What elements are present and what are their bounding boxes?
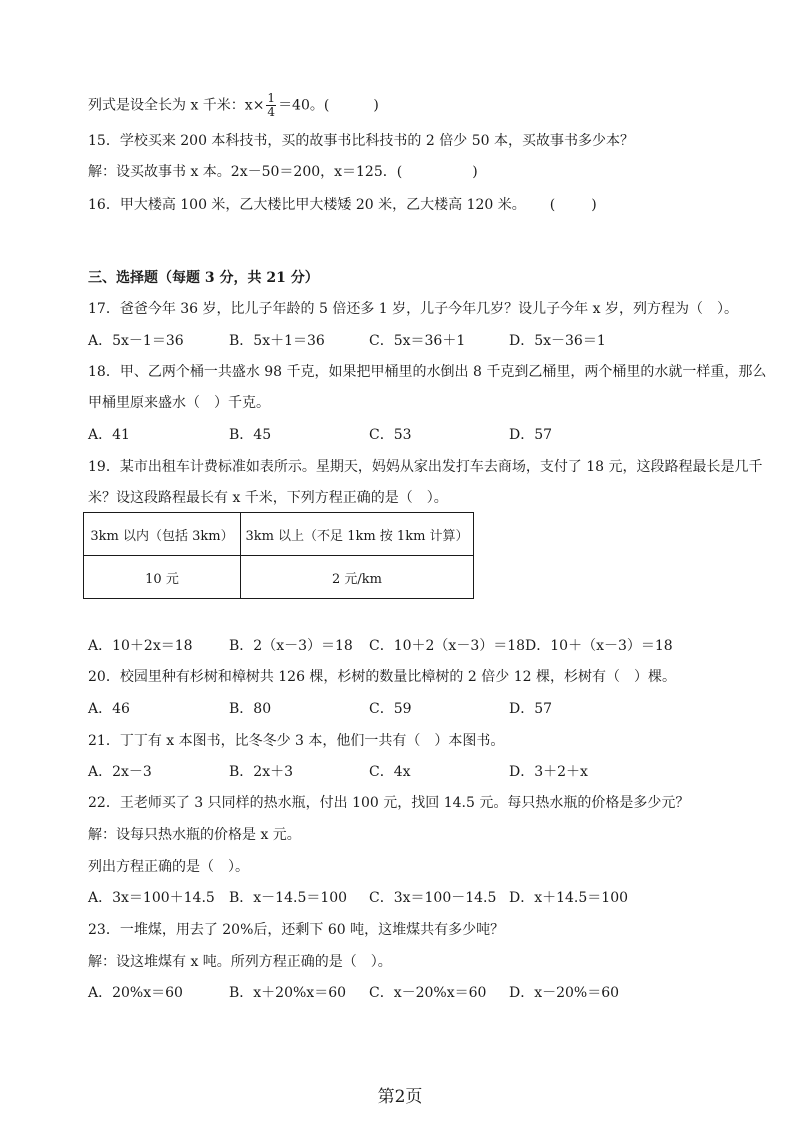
q18-option-b: B．45 xyxy=(229,427,272,443)
q21-option-c: C．4x xyxy=(369,764,411,780)
q18-option-d: D．57 xyxy=(509,427,553,443)
q22-solution: 解：设每只热水瓶的价格是 x 元。 xyxy=(88,827,301,843)
q16-line xyxy=(88,195,597,215)
taxi-fee-table xyxy=(83,512,474,599)
q14-equation-line xyxy=(88,92,379,119)
q23-option-b: B．x＋20%x＝60 xyxy=(229,985,347,1001)
q20-option-d: D．57 xyxy=(509,701,553,717)
q17-stem: 17．爸爸今年 36 岁，比儿子年龄的 5 倍还多 1 岁，儿子今年几岁？设儿子今年 x 岁，列方程为（ ）。 xyxy=(88,301,738,317)
table-header-row xyxy=(84,513,474,556)
section-heading-choice: 三、选择题（每题 3 分，共 21 分） xyxy=(88,270,319,286)
q14-suffix: ＝40。( xyxy=(278,97,330,114)
fraction-numerator: 1 xyxy=(267,91,276,105)
q23-stem: 23．一堆煤，用去了 20%后，还剩下 60 吨，这堆煤共有多少吨？ xyxy=(88,922,505,938)
q19-stem-line2: 米？设这段路程最长有 x 千米，下列方程正确的是（ ）。 xyxy=(88,490,448,506)
q23-option-d: D．x－20%＝60 xyxy=(509,985,620,1001)
q16-answer-close: ) xyxy=(591,197,597,213)
q22-stem: 22．王老师买了 3 只同样的热水瓶，付出 100 元，找回 14.5 元。每只热水瓶的价格是多少元？ xyxy=(88,795,690,811)
q20-option-a: A．46 xyxy=(88,701,130,717)
q15-solution-line xyxy=(88,162,478,182)
q23-solution: 解：设这堆煤有 x 吨。所列方程正确的是（ ）。 xyxy=(88,954,392,970)
q14-prefix: 列式是设全长为 x 千米：x× xyxy=(88,97,265,114)
q19-option-c-d: C．10＋2（x－3）＝18D．10＋（x－3）＝18 xyxy=(369,638,673,654)
q16-stem: 16．甲大楼高 100 米，乙大楼比甲大楼矮 20 米，乙大楼高 120 米。 xyxy=(88,197,526,213)
q14-answer-close: ) xyxy=(373,97,379,114)
fraction-denominator: 4 xyxy=(267,105,276,119)
table-row xyxy=(84,556,474,599)
q15-answer-close: ) xyxy=(472,164,478,180)
q21-option-d: D．3＋2＋x xyxy=(509,764,588,780)
q22-option-b: B．x－14.5＝100 xyxy=(229,890,348,906)
table-cell: 10 元 xyxy=(84,556,241,599)
q23-option-c: C．x－20%x＝60 xyxy=(369,985,487,1001)
q19-option-a: A．10＋2x＝18 xyxy=(88,638,193,654)
q22-option-d: D．x＋14.5＝100 xyxy=(509,890,629,906)
q19-stem-line1: 19．某市出租车计费标准如表所示。星期天，妈妈从家出发打车去商场，支付了 18 元，这段路程最长是几千 xyxy=(88,459,763,475)
q20-option-c: C．59 xyxy=(369,701,412,717)
q18-option-c: C．53 xyxy=(369,427,412,443)
q17-option-b: B．5x＋1＝36 xyxy=(229,333,325,349)
q22-prompt: 列出方程正确的是（ ）。 xyxy=(88,859,249,875)
q17-option-d: D．5x－36＝1 xyxy=(509,333,606,349)
q17-option-a: A．5x－1＝36 xyxy=(88,333,184,349)
q20-stem: 20．校园里种有杉树和樟树共 126 棵，杉树的数量比樟树的 2 倍少 12 棵，杉树有（ ）棵。 xyxy=(88,669,676,685)
q22-option-c: C．3x＝100－14.5 xyxy=(369,890,497,906)
q21-option-b: B．2x＋3 xyxy=(229,764,293,780)
q18-option-a: A．41 xyxy=(88,427,130,443)
q15-stem: 15．学校买来 200 本科技书，买的故事书比科技书的 2 倍少 50 本，买故事书多少本？ xyxy=(88,133,634,149)
q22-option-a: A．3x＝100＋14.5 xyxy=(88,890,215,906)
table-header-cell: 3km 以内（包括 3km） xyxy=(84,513,241,556)
q17-option-c: C．5x＝36＋1 xyxy=(369,333,466,349)
q18-stem-line2: 甲桶里原来盛水（ ）千克。 xyxy=(88,395,270,411)
fraction-one-quarter xyxy=(266,92,276,119)
q19-option-b: B．2（x－3）＝18 xyxy=(229,638,353,654)
q23-option-a: A．20%x＝60 xyxy=(88,985,183,1001)
q15-solution: 解：设买故事书 x 本。2x－50＝200，x＝125．( xyxy=(88,164,403,180)
table-header-cell: 3km 以上（不足 1km 按 1km 计算） xyxy=(241,513,474,556)
q18-stem-line1: 18．甲、乙两个桶一共盛水 98 千克，如果把甲桶里的水倒出 8 千克到乙桶里，两个桶里的水就一样重，那么 xyxy=(88,364,767,380)
q21-stem: 21．丁丁有 x 本图书，比冬冬少 3 本，他们一共有（ ）本图书。 xyxy=(88,733,505,749)
page-number: 第2页 xyxy=(377,1087,423,1107)
q16-answer-open: ( xyxy=(549,197,556,213)
table-cell: 2 元/km xyxy=(241,556,474,599)
q21-option-a: A．2x－3 xyxy=(88,764,152,780)
q20-option-b: B．80 xyxy=(229,701,272,717)
